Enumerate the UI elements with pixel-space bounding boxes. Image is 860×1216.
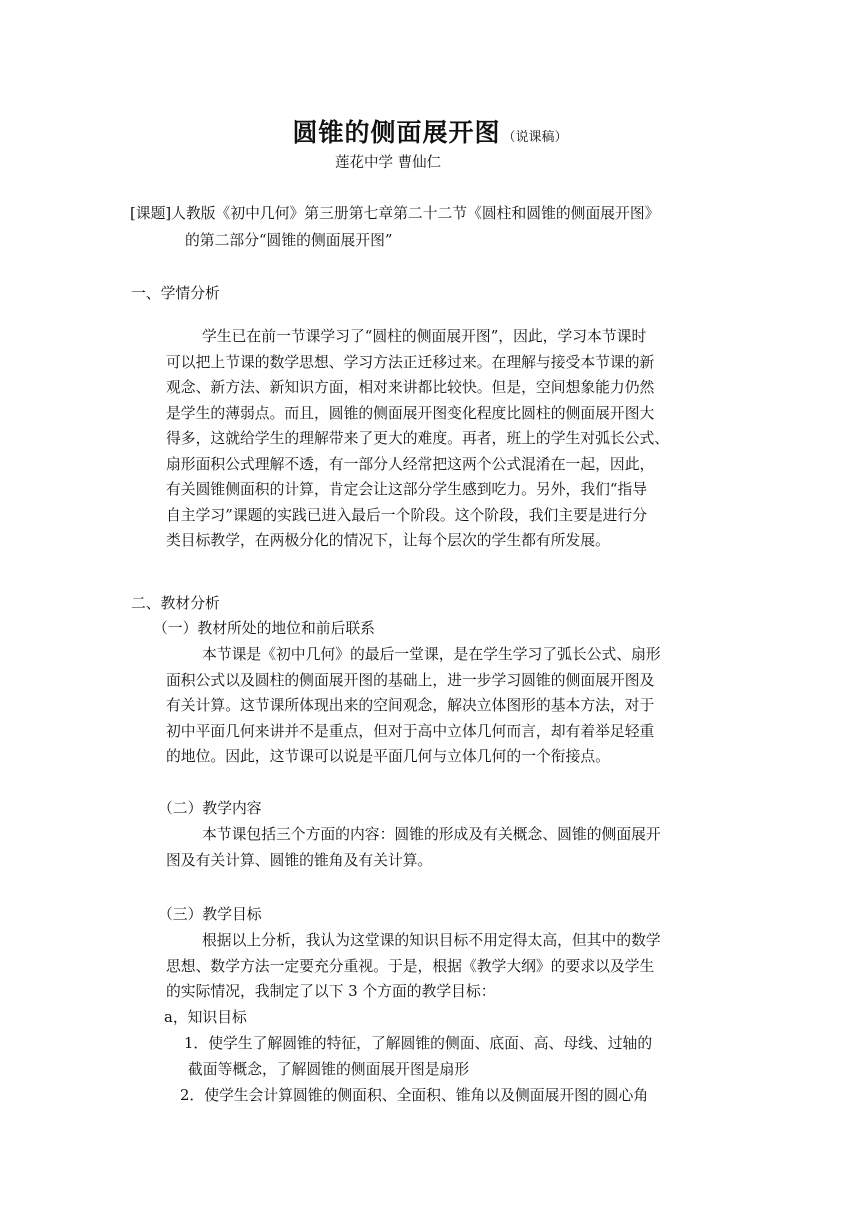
sub1-paragraph	[166, 642, 728, 770]
sub1-line-4: 初中平面几何来讲并不是重点，但对于高中立体几何而言，却有着举足轻重	[166, 722, 655, 740]
document-title: 圆锥的侧面展开图	[292, 118, 501, 147]
s1-line-6: 扇形面积公式理解不透，有一部分人经常把这两个公式混淆在一起，因此，	[166, 455, 655, 473]
topic-line-1: [课题]人教版《初中几何》第三册第七章第二十二节《圆柱和圆锥的侧面展开图》	[130, 205, 660, 222]
sub3-line-2: 思想、数学方法一定要充分重视。于是，根据《教学大纲》的要求以及学生	[166, 957, 655, 975]
s1-line-1: 学生已在前一节课学习了“圆柱的侧面展开图”，因此，学习本节课时	[202, 328, 647, 345]
goal-a-label: a，知识目标	[164, 1009, 247, 1026]
title-suffix: （说课稿）	[502, 130, 568, 145]
sub1-line-5: 的地位。因此，这节课可以说是平面几何与立体几何的一个衔接点。	[166, 748, 610, 765]
sub2-paragraph	[166, 822, 728, 873]
s1-line-4: 是学生的薄弱点。而且，圆锥的侧面展开图变化程度比圆柱的侧面展开图大	[166, 404, 655, 422]
sub1-heading: （一）教材所处的地位和前后联系	[153, 620, 375, 637]
goal-item-1-line-2: 截面等概念，了解圆锥的侧面展开图是扇形	[188, 1061, 470, 1078]
title-row	[0, 113, 860, 149]
sub1-line-1: 本节课是《初中几何》的最后一堂课，是在学生学习了弧长公式、扇形	[202, 646, 661, 663]
section2-heading: 二、教材分析	[131, 595, 220, 612]
sub3-heading: （三）教学目标	[158, 906, 262, 923]
sub3-line-3: 的实际情况，我制定了以下 3 个方面的教学目标：	[166, 983, 496, 1000]
s1-line-3: 观念、新方法、新知识方面，相对来讲都比较快。但是，空间想象能力仍然	[166, 379, 655, 396]
topic-line-2: 的第二部分“圆锥的侧面展开图”	[185, 232, 393, 249]
sub2-line-2: 图及有关计算、圆锥的锥角及有关计算。	[166, 851, 433, 869]
section1-paragraph	[166, 324, 728, 554]
s1-line-5: 得多，这就给学生的理解带来了更大的难度。再者，班上的学生对弧长公式、	[166, 430, 670, 447]
sub3-line-1: 根据以上分析，我认为这堂课的知识目标不用定得太高，但其中的数学	[202, 932, 661, 949]
sub1-line-3: 有关计算。这节课所体现出来的空间观念，解决立体图形的基本方法，对于	[166, 697, 655, 714]
sub2-heading: （二）教学内容	[158, 800, 262, 817]
s1-line-9: 类目标教学，在两极分化的情况下，让每个层次的学生都有所发展。	[166, 532, 610, 549]
goal-item-2: 2．使学生会计算圆锥的侧面积、全面积、锥角以及侧面展开图的圆心角	[180, 1087, 649, 1104]
goal-item-1-line-1: 1．使学生了解圆锥的特征，了解圆锥的侧面、底面、高、母线、过轴的	[184, 1035, 653, 1052]
s1-line-2: 可以把上节课的数学思想、学习方法正迁移过来。在理解与接受本节课的新	[166, 353, 655, 371]
sub1-line-2: 面积公式以及圆柱的侧面展开图的基础上，进一步学习圆锥的侧面展开图及	[166, 671, 655, 689]
s1-line-7: 有关圆锥侧面积的计算，肯定会让这部分学生感到吃力。另外，我们“指导	[166, 481, 648, 498]
s1-line-8: 自主学习”课题的实践已进入最后一个阶段。这个阶段，我们主要是进行分	[166, 506, 648, 524]
section1-heading: 一、学情分析	[131, 285, 220, 302]
sub3-paragraph	[166, 928, 728, 1005]
sub2-line-1: 本节课包括三个方面的内容：圆锥的形成及有关概念、圆锥的侧面展开	[202, 826, 661, 843]
author-line: 莲花中学 曹仙仁	[335, 155, 442, 171]
